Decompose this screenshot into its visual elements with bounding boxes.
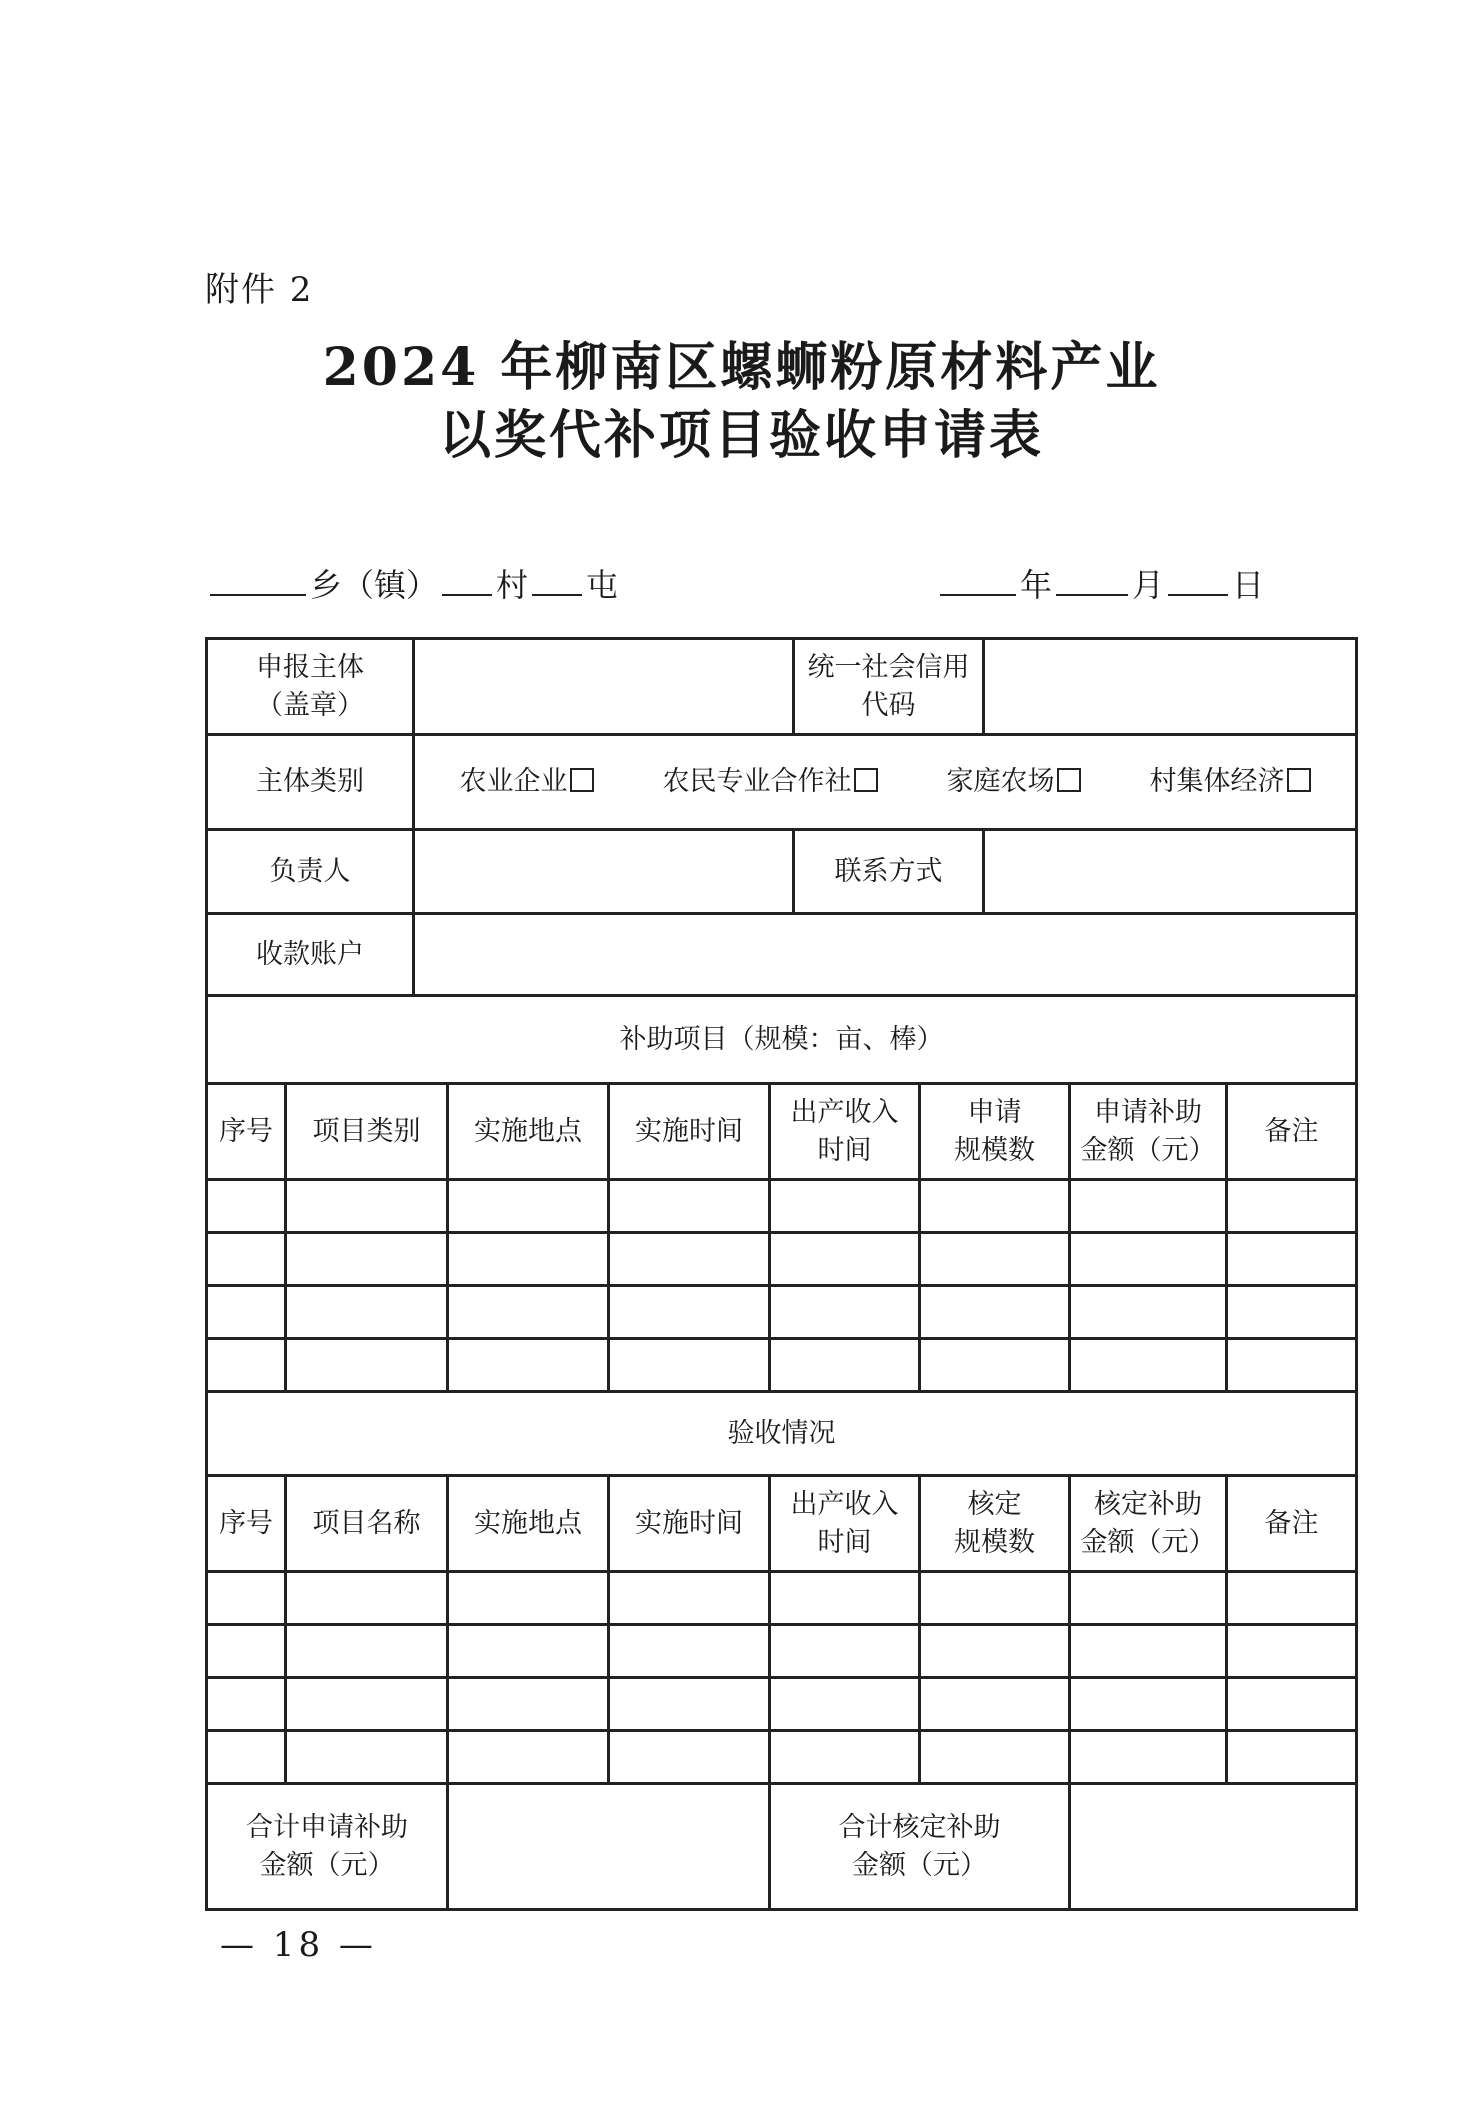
subsidy-table-cell[interactable] (286, 1180, 448, 1233)
subsidy-table-cell[interactable] (920, 1180, 1070, 1233)
acceptance-table-row (207, 1572, 1357, 1625)
person-label: 负责人 (207, 830, 414, 914)
subsidy-table-cell[interactable] (1070, 1339, 1227, 1392)
subsidy-table-cell[interactable] (1070, 1286, 1227, 1339)
acceptance-table-cell[interactable] (920, 1572, 1070, 1625)
checkbox-icon[interactable] (1057, 768, 1081, 792)
day-blank[interactable] (1168, 564, 1228, 596)
subsidy-table-cell[interactable] (1227, 1339, 1357, 1392)
page-number: — 18 — (220, 1925, 377, 1965)
totals-table (205, 1782, 1358, 1911)
subsidy-table-cell[interactable] (1227, 1180, 1357, 1233)
acceptance-header-cell: 序号 (207, 1476, 286, 1572)
subsidy-header-row (207, 1084, 1357, 1180)
subsidy-section-title: 补助项目（规模：亩、棒） (207, 996, 1357, 1084)
acceptance-table-cell[interactable] (1227, 1731, 1357, 1784)
subsidy-table-cell[interactable] (448, 1180, 609, 1233)
contact-field[interactable] (984, 830, 1357, 914)
acceptance-table-cell[interactable] (448, 1678, 609, 1731)
acceptance-header-cell: 实施时间 (609, 1476, 770, 1572)
total-approved-field[interactable] (1070, 1784, 1357, 1910)
form-title-line-2: 以奖代补项目验收申请表 (438, 405, 1044, 466)
acceptance-table-row (207, 1678, 1357, 1731)
acceptance-table-cell[interactable] (448, 1572, 609, 1625)
type-option-cooperative[interactable]: 农民专业合作社 (663, 763, 878, 801)
entity-label: 申报主体 （盖章） (207, 639, 414, 735)
acceptance-table-row (207, 1731, 1357, 1784)
acceptance-table-row (207, 1625, 1357, 1678)
subsidy-table-cell[interactable] (448, 1286, 609, 1339)
acceptance-table-cell[interactable] (286, 1572, 448, 1625)
form-title-line-1: 2024 年柳南区螺蛳粉原材料产业 (322, 337, 1161, 398)
acceptance-table-cell[interactable] (609, 1572, 770, 1625)
acceptance-header-cell: 核定补助 金额（元） (1070, 1476, 1227, 1572)
acceptance-header-cell: 备注 (1227, 1476, 1357, 1572)
township-blank[interactable] (210, 564, 306, 596)
subsidy-table (205, 994, 1358, 1393)
subsidy-table-cell[interactable] (207, 1180, 286, 1233)
acceptance-table-cell[interactable] (207, 1678, 286, 1731)
subsidy-table-cell[interactable] (448, 1233, 609, 1286)
subsidy-table-cell[interactable] (770, 1180, 920, 1233)
subsidy-table-cell[interactable] (286, 1339, 448, 1392)
village-label: 村 (496, 566, 529, 604)
subsidy-header-cell: 实施时间 (609, 1084, 770, 1180)
hamlet-blank[interactable] (532, 564, 582, 596)
village-blank[interactable] (442, 564, 492, 596)
credit-code-field[interactable] (984, 639, 1357, 735)
subsidy-table-cell[interactable] (920, 1286, 1070, 1339)
subsidy-table-cell[interactable] (609, 1286, 770, 1339)
acceptance-table-cell[interactable] (770, 1731, 920, 1784)
acceptance-table-cell[interactable] (609, 1731, 770, 1784)
total-applied-field[interactable] (448, 1784, 770, 1910)
acceptance-header-row (207, 1476, 1357, 1572)
location-line (210, 560, 622, 606)
acceptance-section-title: 验收情况 (207, 1392, 1357, 1476)
application-form (205, 637, 1355, 1911)
subsidy-table-cell[interactable] (609, 1180, 770, 1233)
acceptance-header-cell: 实施地点 (448, 1476, 609, 1572)
type-option-village-collective[interactable]: 村集体经济 (1150, 763, 1311, 801)
total-applied-label: 合计申请补助 金额（元） (207, 1784, 448, 1910)
subsidy-table-cell[interactable] (1070, 1233, 1227, 1286)
subsidy-table-cell[interactable] (286, 1233, 448, 1286)
acceptance-table-cell[interactable] (920, 1625, 1070, 1678)
subsidy-table-cell[interactable] (920, 1339, 1070, 1392)
subsidy-table-cell[interactable] (286, 1286, 448, 1339)
subsidy-table-cell[interactable] (920, 1233, 1070, 1286)
acceptance-table-cell[interactable] (770, 1572, 920, 1625)
subsidy-header-cell: 申请补助 金额（元） (1070, 1084, 1227, 1180)
type-option-family-farm[interactable]: 家庭农场 (947, 763, 1081, 801)
year-blank[interactable] (940, 564, 1016, 596)
acceptance-table-cell[interactable] (1227, 1572, 1357, 1625)
subsidy-header-cell: 申请 规模数 (920, 1084, 1070, 1180)
month-blank[interactable] (1056, 564, 1128, 596)
acceptance-table-cell[interactable] (609, 1625, 770, 1678)
date-line (940, 560, 1268, 606)
acceptance-table-cell[interactable] (770, 1625, 920, 1678)
subsidy-table-cell[interactable] (207, 1233, 286, 1286)
acceptance-table-cell[interactable] (448, 1625, 609, 1678)
checkbox-icon[interactable] (570, 768, 594, 792)
hamlet-label: 屯 (586, 566, 619, 604)
township-label: 乡（镇） (310, 566, 439, 604)
subsidy-header-cell: 出产收入 时间 (770, 1084, 920, 1180)
subsidy-header-cell: 项目类别 (286, 1084, 448, 1180)
account-field[interactable] (414, 914, 1357, 996)
acceptance-table-cell[interactable] (286, 1731, 448, 1784)
subsidy-header-cell: 备注 (1227, 1084, 1357, 1180)
acceptance-table-cell[interactable] (1227, 1625, 1357, 1678)
contact-label: 联系方式 (794, 830, 984, 914)
acceptance-header-cell: 项目名称 (286, 1476, 448, 1572)
checkbox-icon[interactable] (854, 768, 878, 792)
person-field[interactable] (414, 830, 794, 914)
acceptance-table-cell[interactable] (609, 1678, 770, 1731)
subsidy-table-cell[interactable] (1070, 1180, 1227, 1233)
subsidy-table-cell[interactable] (1227, 1233, 1357, 1286)
subsidy-table-cell[interactable] (609, 1339, 770, 1392)
month-label: 月 (1132, 566, 1165, 604)
subsidy-header-cell: 序号 (207, 1084, 286, 1180)
subsidy-table-row (207, 1233, 1357, 1286)
acceptance-table-cell[interactable] (1070, 1572, 1227, 1625)
acceptance-table-cell[interactable] (920, 1731, 1070, 1784)
acceptance-header-cell: 出产收入 时间 (770, 1476, 920, 1572)
total-approved-label: 合计核定补助 金额（元） (770, 1784, 1070, 1910)
subsidy-table-cell[interactable] (1227, 1286, 1357, 1339)
subsidy-table-cell[interactable] (207, 1339, 286, 1392)
subsidy-table-row (207, 1180, 1357, 1233)
acceptance-header-cell: 核定 规模数 (920, 1476, 1070, 1572)
credit-code-label: 统一社会信用 代码 (794, 639, 984, 735)
acceptance-table-cell[interactable] (207, 1625, 286, 1678)
day-label: 日 (1232, 566, 1265, 604)
subsidy-table-cell[interactable] (448, 1339, 609, 1392)
attachment-label: 附件 2 (205, 270, 314, 310)
entity-field[interactable] (414, 639, 794, 735)
acceptance-table-cell[interactable] (1070, 1731, 1227, 1784)
subsidy-table-cell[interactable] (609, 1233, 770, 1286)
checkbox-icon[interactable] (1287, 768, 1311, 792)
type-option-enterprise[interactable]: 农业企业 (460, 763, 594, 801)
acceptance-table-cell[interactable] (286, 1678, 448, 1731)
entity-type-options (414, 735, 1357, 830)
subsidy-table-cell[interactable] (770, 1286, 920, 1339)
acceptance-table-cell[interactable] (920, 1678, 1070, 1731)
acceptance-table (205, 1390, 1358, 1785)
subsidy-header-cell: 实施地点 (448, 1084, 609, 1180)
acceptance-table-cell[interactable] (1227, 1678, 1357, 1731)
acceptance-table-cell[interactable] (207, 1731, 286, 1784)
subsidy-table-row (207, 1339, 1357, 1392)
entity-type-label: 主体类别 (207, 735, 414, 830)
acceptance-table-cell[interactable] (1070, 1678, 1227, 1731)
acceptance-table-cell[interactable] (1070, 1625, 1227, 1678)
acceptance-table-cell[interactable] (770, 1678, 920, 1731)
acceptance-table-cell[interactable] (448, 1731, 609, 1784)
year-label: 年 (1020, 566, 1053, 604)
subsidy-table-cell[interactable] (770, 1339, 920, 1392)
subsidy-table-cell[interactable] (207, 1286, 286, 1339)
applicant-table (205, 637, 1358, 997)
subsidy-table-cell[interactable] (770, 1233, 920, 1286)
account-label: 收款账户 (207, 914, 414, 996)
acceptance-table-cell[interactable] (207, 1572, 286, 1625)
subsidy-table-row (207, 1286, 1357, 1339)
acceptance-table-cell[interactable] (286, 1625, 448, 1678)
